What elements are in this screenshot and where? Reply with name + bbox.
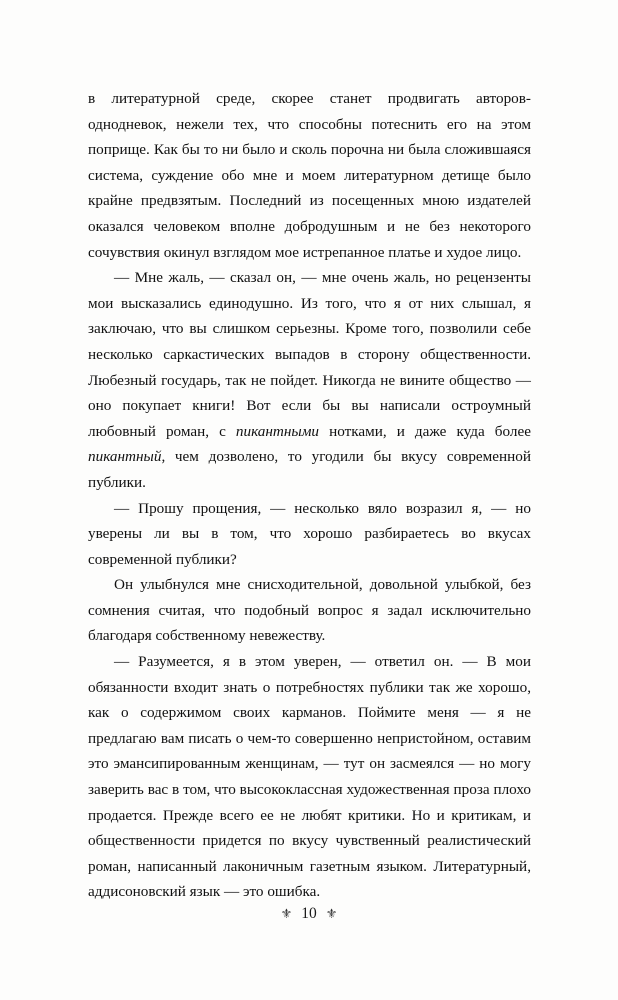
paragraph-2-part-1: — Мне жаль, — сказал он, — мне очень жаль, но рецензенты мои высказались единодушно. Из того, что я от них слышал, я заключаю, что вы слишком серьезны. Кроме того, позволили себе несколько саркастических выпадов в сторону общественности. Любезный государь, так не пойдет. Никогда не вините общество — оно покупает книги! Вот если бы вы написали остроумный любовный роман, с [88,269,531,440]
paragraph-2-part-3: , чем дозволено, то угодили бы вкусу современной публики. [88,448,531,491]
paragraph-3: — Прошу прощения, — несколько вяло возразил я, — но уверены ли вы в том, что хорошо разбираетесь во вкусах современной публики? [88,499,531,568]
page-number: 10 [301,905,317,922]
paragraph-2-part-2: нотками, и даже куда более [319,422,531,440]
ornament-left-icon: ⚜ [280,906,293,921]
body-text-column [88,86,531,905]
paragraph-1: в литературной среде, скорее станет продвигать авторов-однодневок, нежели тех, что способны потеснить его на этом поприще. Как бы то ни было и сколь порочна ни была сложившаяся система, суждение обо мне и моем литературном детище было крайне предвзятым. Последний из посещенных мною издателей оказался человеком вполне добродушным и не без некоторого сочувствия окинул взглядом мое истрепанное платье и худое лицо. [88,90,531,261]
paragraph-4: Он улыбнулся мне снисходительной, довольной улыбкой, без сомнения считая, что подобный вопрос я задал исключительно благодаря собственному невежеству. [88,576,531,645]
emphasis-pikantnymi: пикантными [235,422,320,440]
ornament-right-icon: ⚜ [325,906,338,921]
emphasis-pikantnyy: пикантный [88,448,162,466]
paragraph-2 [88,265,531,495]
page-footer [0,905,618,923]
paragraph-5: — Разумеется, я в этом уверен, — ответил он. — В мои обязанности входит знать о потребностях публики так же хорошо, как о содержимом своих карманов. Поймите меня — я не предлагаю вам писать о чем-то совершенно непристойном, оставим это эмансипированным женщинам, — тут он засмеялся — но могу заверить вас в том, что высококлассная художественная проза плохо продается. Прежде всего ее не любят критики. Но и критикам, и общественности придется по вкусу чувственный реалистический роман, написанный лаконичным газетным языком. Литературный, аддисоновский язык — это ошибка. [88,653,531,901]
